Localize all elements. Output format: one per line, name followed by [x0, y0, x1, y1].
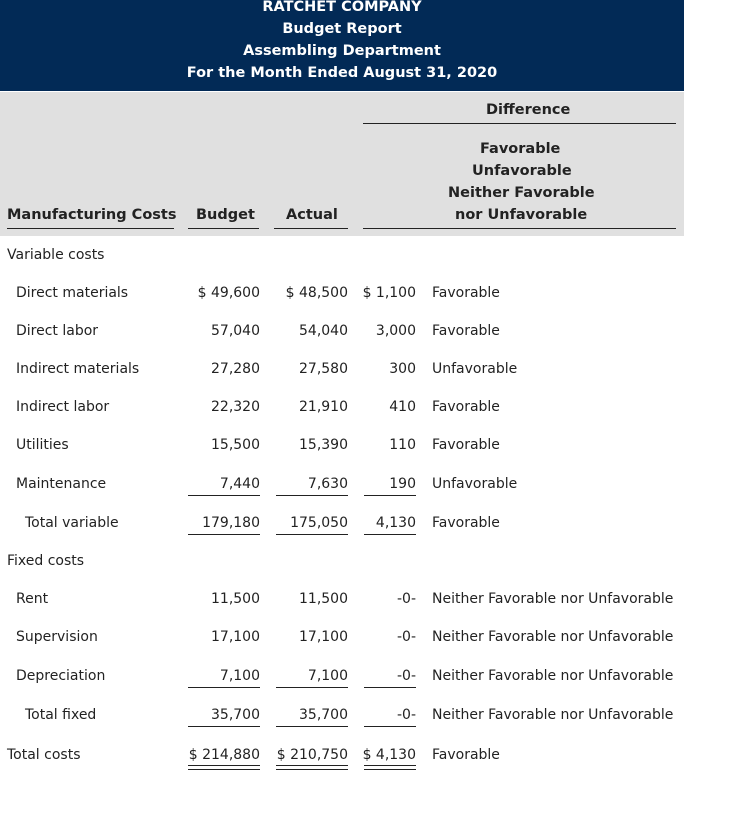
double-rule	[364, 765, 416, 770]
table-row	[0, 705, 729, 725]
row-label: Depreciation	[16, 668, 106, 684]
budget-value: $ 214,880	[188, 747, 260, 763]
table-row	[0, 513, 729, 533]
section-variable	[0, 245, 729, 265]
actual-value: 15,390	[299, 437, 348, 453]
report-header	[0, 0, 684, 91]
row-label: Utilities	[16, 437, 69, 453]
status-label: Favorable	[432, 515, 500, 531]
diff-rule-bottom	[363, 228, 676, 229]
status-label: Neither Favorable nor Unfavorable	[432, 591, 674, 607]
total-rule	[364, 726, 416, 727]
total-rule	[276, 534, 348, 535]
row-label: Maintenance	[16, 476, 107, 492]
table-row	[0, 283, 729, 303]
budget-value: 22,320	[211, 399, 260, 415]
diff-line-unfavorable: Unfavorable	[472, 163, 572, 179]
table-row	[0, 435, 729, 455]
row-label: Direct labor	[16, 323, 99, 339]
actual-value: $ 210,750	[276, 747, 348, 763]
row-label: Supervision	[16, 629, 98, 645]
difference-value: 300	[389, 361, 416, 377]
actual-value: 27,580	[299, 361, 348, 377]
table-row	[0, 397, 729, 417]
section-fixed	[0, 551, 729, 571]
subtotal-rule	[188, 495, 260, 496]
table-row	[0, 627, 729, 647]
status-label: Unfavorable	[432, 476, 518, 492]
actual-value: 54,040	[299, 323, 348, 339]
difference-value: 190	[389, 476, 416, 492]
total-rule	[188, 534, 260, 535]
budget-value: $ 49,600	[197, 285, 260, 301]
status-label: Unfavorable	[432, 361, 518, 377]
status-label: Favorable	[432, 437, 500, 453]
subtotal-rule	[276, 687, 348, 688]
difference-value: 110	[389, 437, 416, 453]
section-label: Variable costs	[7, 247, 105, 263]
actual-rule	[274, 228, 348, 229]
actual-value: 7,630	[307, 476, 348, 492]
company-name: RATCHET COMPANY	[262, 0, 422, 15]
section-label: Fixed costs	[7, 553, 85, 569]
difference-value: 4,130	[375, 515, 416, 531]
table-row	[0, 359, 729, 379]
row-label: Indirect labor	[16, 399, 110, 415]
total-rule	[276, 726, 348, 727]
actual-value: 7,100	[307, 668, 348, 684]
double-rule	[188, 765, 260, 770]
status-label: Favorable	[432, 399, 500, 415]
table-row-grand-total	[0, 745, 729, 765]
actual-value: 175,050	[290, 515, 348, 531]
actual-value: 35,700	[299, 707, 348, 723]
budget-value: 179,180	[202, 515, 260, 531]
column-costs: Manufacturing Costs	[7, 207, 177, 223]
actual-value: 11,500	[299, 591, 348, 607]
row-label: Total fixed	[25, 707, 97, 723]
budget-rule	[188, 228, 259, 229]
difference-value: -0-	[396, 707, 416, 723]
status-label: Neither Favorable nor Unfavorable	[432, 668, 674, 684]
table-row	[0, 666, 729, 686]
status-label: Favorable	[432, 323, 500, 339]
subtotal-rule	[364, 687, 416, 688]
costs-rule	[7, 228, 174, 229]
difference-value: 410	[389, 399, 416, 415]
subtotal-rule	[188, 687, 260, 688]
difference-value: -0-	[396, 668, 416, 684]
report-period: For the Month Ended August 31, 2020	[186, 65, 498, 81]
difference-value: $ 1,100	[362, 285, 416, 301]
total-rule	[364, 534, 416, 535]
difference-value: $ 4,130	[362, 747, 416, 763]
status-label: Neither Favorable nor Unfavorable	[432, 707, 674, 723]
row-label: Direct materials	[16, 285, 129, 301]
status-label: Favorable	[432, 285, 500, 301]
difference-value: -0-	[396, 629, 416, 645]
diff-line-nor: nor Unfavorable	[455, 207, 588, 223]
diff-line-favorable: Favorable	[480, 141, 561, 157]
total-rule	[188, 726, 260, 727]
subtotal-rule	[276, 495, 348, 496]
budget-value: 15,500	[211, 437, 260, 453]
difference-heading: Difference	[486, 102, 571, 118]
budget-value: 7,440	[219, 476, 260, 492]
table-row	[0, 589, 729, 609]
double-rule	[276, 765, 348, 770]
actual-value: $ 48,500	[285, 285, 348, 301]
column-actual: Actual	[286, 207, 338, 223]
difference-value: -0-	[396, 591, 416, 607]
budget-value: 7,100	[219, 668, 260, 684]
budget-value: 11,500	[211, 591, 260, 607]
budget-value: 17,100	[211, 629, 260, 645]
status-label: Neither Favorable nor Unfavorable	[432, 629, 674, 645]
budget-value: 57,040	[211, 323, 260, 339]
difference-rule	[363, 123, 676, 124]
budget-value: 27,280	[211, 361, 260, 377]
subtotal-rule	[364, 495, 416, 496]
row-label: Total variable	[25, 515, 119, 531]
budget-value: 35,700	[211, 707, 260, 723]
difference-value: 3,000	[375, 323, 416, 339]
row-label: Total costs	[7, 747, 81, 763]
table-row	[0, 321, 729, 341]
row-label: Indirect materials	[16, 361, 140, 377]
status-label: Favorable	[432, 747, 500, 763]
actual-value: 21,910	[299, 399, 348, 415]
row-label: Rent	[16, 591, 49, 607]
diff-line-neither: Neither Favorable	[448, 185, 595, 201]
column-budget: Budget	[196, 207, 255, 223]
table-row	[0, 474, 729, 494]
actual-value: 17,100	[299, 629, 348, 645]
department-name: Assembling Department	[243, 43, 441, 59]
report-title: Budget Report	[282, 21, 402, 37]
